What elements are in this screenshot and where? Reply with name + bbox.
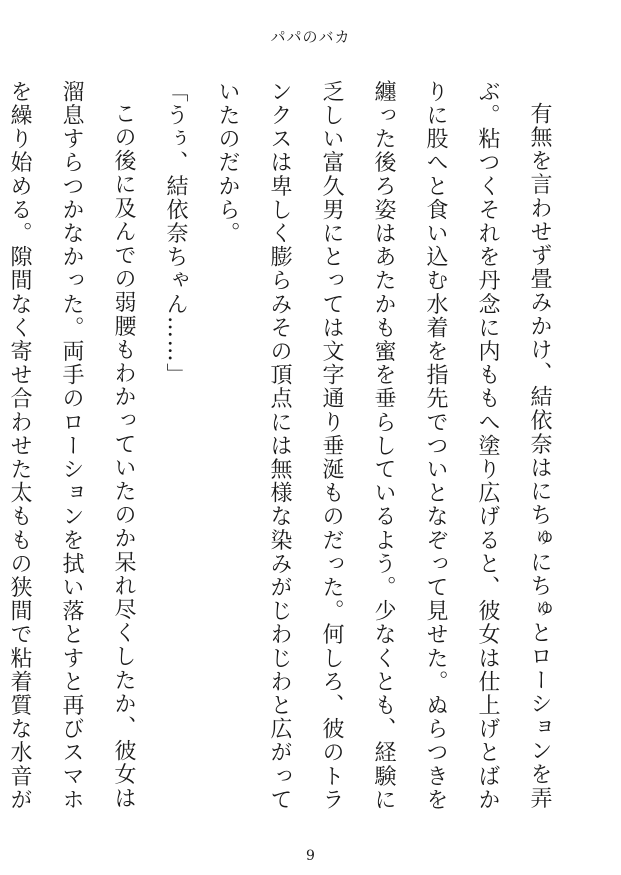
running-header: パパのバカ <box>270 28 351 46</box>
dialogue-paragraph: 「うぅ、結依奈ちゃん……」 <box>163 80 188 387</box>
paragraph: この後に及んでの弱腰もわかっていたのか呆れ尽くしたか、彼女は溜息すらつかなかった。両手のローションを拭い落とすと再びスマホを繰り始める。隙間なく寄せ合わせた太ももの狭間で粘着質な水音が <box>7 80 136 812</box>
paragraph: 有無を言わせず畳みかけ、結依奈はにちゅにちゅとローションを弄ぶ。粘つくそれを丹念に内ももへ塗り広げると、彼女は仕上げとばかりに股へと食い込む水着を指先でついとなぞって見せた。ぬらつきを纏った後ろ姿はあたかも蜜を垂らしているよう。少なくとも、経験に乏しい富久男にとっては文字通り垂涎ものだった。何しろ、彼のトランクスは卑しく膨らみその頂点には無様な染みがじわじわと広がっていたのだから。 <box>215 80 552 812</box>
page-number: 9 <box>306 848 315 864</box>
vertical-text-body <box>0 80 565 820</box>
